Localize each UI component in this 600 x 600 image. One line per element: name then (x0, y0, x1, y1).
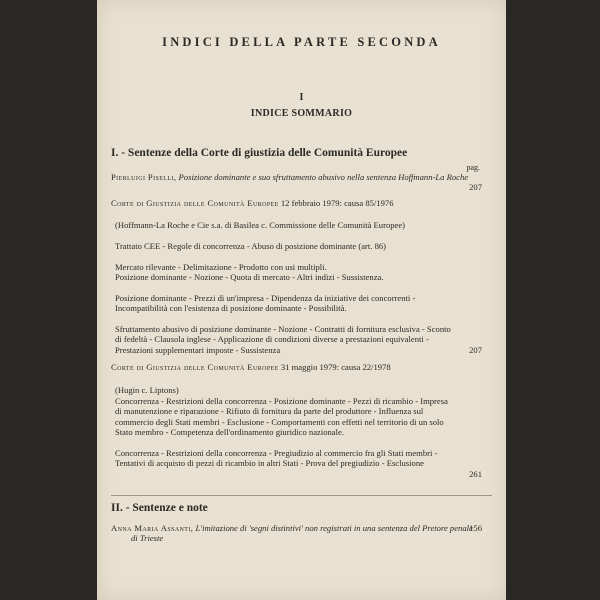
part-heading: INDICE SOMMARIO (250, 108, 353, 119)
entry-court: Corte di Giustizia delle Comunità Europee (111, 362, 279, 372)
entry-author: Pierluigi Piselli, (111, 172, 177, 182)
part-numeral: I (299, 92, 304, 103)
toc-entry-hugin (111, 362, 479, 372)
entry-page-number: 156 (469, 523, 482, 533)
entry-page-number: 207 (469, 182, 482, 192)
entry-parties: (Hoffmann-La Roche e Cie s.a. di Basilea c. Commissione delle Comunità Europee) (115, 220, 406, 230)
entry-topic: Posizione dominante - Nozione - Quota di mercato - Altri indizi - Sussistenza. (115, 272, 384, 282)
entry-topic: Mercato rilevante - Delimitazione - Prodotto con usi multipli. (115, 262, 327, 272)
entry-title: L'imitazione di 'segni distintivi' non registrati in una sentenza del Pretore penale di Trieste (131, 523, 473, 544)
entry-topic: Concorrenza - Restrizioni della concorrenza - Pregiudizio al commercio fra gli Stati membri - Tentativi di acquisto di pezzi di ricambio in altri Stati - Prova del pregiudizio - Esclusione (115, 448, 438, 469)
entry-author: Anna Maria Assanti, (111, 523, 194, 533)
book-page (97, 0, 506, 600)
page-title: INDICI DELLA PARTE SECONDA (162, 35, 441, 49)
entry-title: Posizione dominante e suo sfruttamento abusivo nella sentenza Hoffmann-La Roche (178, 172, 469, 182)
section-divider (111, 495, 492, 496)
entry-page-number: 207 (469, 345, 482, 355)
pag-label: pag. (466, 163, 480, 172)
section-one-heading: I. - Sentenze della Corte di giustizia delle Comunità Europee (111, 147, 408, 159)
entry-topic: Trattato CEE - Regole di concorrenza - Abuso di posizione dominante (art. 86) (115, 241, 387, 251)
toc-entry-hoffmann (111, 198, 479, 208)
entry-court: Corte di Giustizia delle Comunità Europee (111, 198, 279, 208)
entry-topic: Sfruttamento abusivo di posizione dominante - Nozione - Contratti di fornitura esclusiva - Sconto di fedeltà - Clausola inglese - Applicazione di condizioni diverse a prestazioni equivalenti - Prestazioni supplementari imposte - Sussistenza (115, 324, 451, 355)
entry-page-number: 261 (469, 469, 482, 479)
toc-entry-assanti (111, 523, 479, 544)
entry-date-case: 12 febbraio 1979: causa 85/1976 (280, 198, 394, 208)
section-two-heading: II. - Sentenze e note (111, 502, 208, 514)
toc-entry-piselli (111, 172, 479, 182)
entry-topic: Posizione dominante - Prezzi di un'impresa - Dipendenza da iniziative dei concorrenti - Incompatibilità con l'esistenza di posizione dominante - Possibilità. (115, 293, 416, 314)
entry-date-case: 31 maggio 1979: causa 22/1978 (280, 362, 391, 372)
entry-topic: Concorrenza - Restrizioni della concorrenza - Posizione dominante - Pezzi di ricambio - Impresa di manutenzione e riparazione - Rifiuto di fornitura da parte del produttore - Influenza sul commercio degli Stati membri - Esclusione - Comportamenti con effetti nel territorio di un solo Stato membro - Competenza dell'ordinamento giuridico nazionale. (115, 396, 448, 438)
entry-parties: (Hugin c. Liptons) (115, 385, 179, 395)
